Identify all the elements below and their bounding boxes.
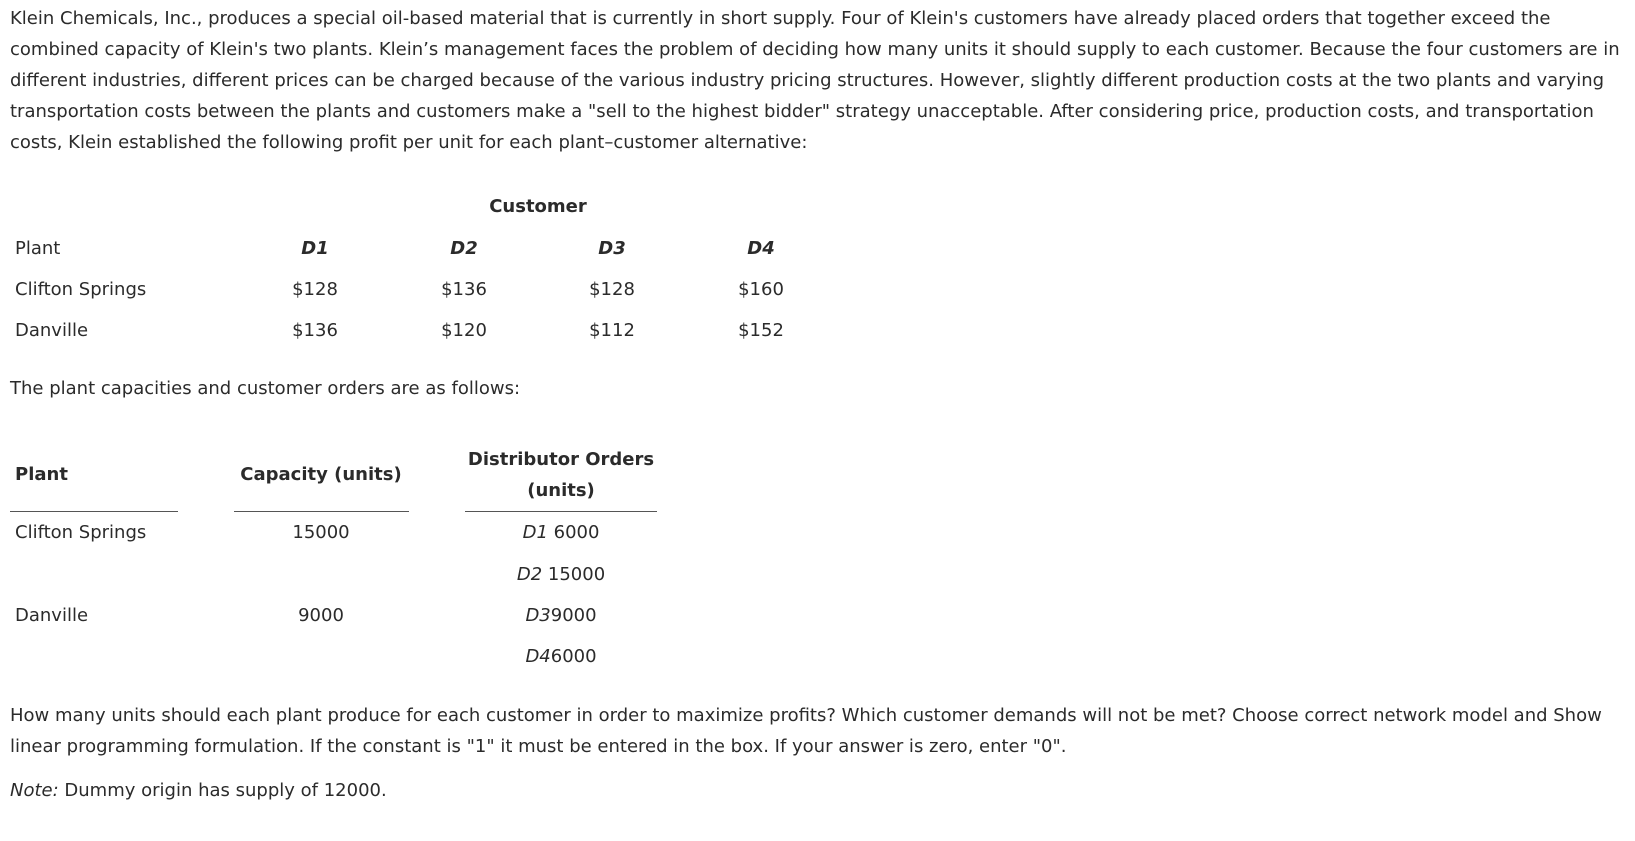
profit-cell: $112	[589, 320, 635, 341]
order-item: D39000	[525, 605, 597, 626]
note	[10, 780, 387, 801]
profit-cell: $160	[738, 279, 784, 300]
header-rule	[10, 511, 178, 512]
header-rule	[234, 511, 409, 512]
profit-col-header-d3: D3	[598, 238, 626, 259]
note-text: Dummy origin has supply of 12000.	[58, 780, 387, 801]
profit-cell: $136	[292, 320, 338, 341]
capacity-plant: Clifton Springs	[15, 522, 147, 543]
profit-cell: $128	[589, 279, 635, 300]
profit-col-header-d2: D2	[450, 238, 478, 259]
capacity-header-capacity: Capacity (units)	[240, 464, 402, 485]
capacity-intro: The plant capacities and customer orders are as follows:	[10, 378, 521, 399]
order-item: D46000	[525, 646, 597, 667]
customer-group-header: Customer	[489, 196, 587, 217]
profit-cell: $128	[292, 279, 338, 300]
profit-row-plant: Clifton Springs	[15, 279, 147, 300]
capacity-header-orders: Distributor Orders	[467, 449, 655, 470]
profit-cell: $120	[441, 320, 487, 341]
capacity-value: 9000	[298, 605, 344, 626]
profit-cell: $152	[738, 320, 784, 341]
profit-row-plant: Danville	[15, 320, 89, 341]
question-paragraph: How many units should each plant produce for each customer in order to maximize profits? Which customer demands will not be met? Choose correct network model and Show linear programming formulation. If the constant is "1" it must be entered in the box. If your answer is zero, enter "0".	[10, 705, 1602, 757]
order-item: D1 6000	[522, 522, 600, 543]
capacity-value: 15000	[292, 522, 350, 543]
profit-row-header: Plant	[15, 238, 61, 259]
note-label: Note:	[10, 780, 59, 801]
profit-cell: $136	[441, 279, 487, 300]
capacity-header-plant: Plant	[15, 464, 68, 485]
header-rule	[465, 511, 657, 512]
capacity-plant: Danville	[15, 605, 89, 626]
order-item: D2 15000	[516, 564, 606, 585]
intro-paragraph: Klein Chemicals, Inc., produces a special oil-based material that is currently in short supply. Four of Klein's customers have already placed orders that together exceed the combined capacity of Klein's two plants. Klein’s management faces the problem of deciding how many units it should supply to each customer. Because the four customers are in different industries, different prices can be charged because of the various industry pricing structures. However, slightly different production costs at the two plants and varying transportation costs between the plants and customers make a "sell to the highest bidder" strategy unacceptable. After considering price, production costs, and transportation costs, Klein established the following profit per unit for each plant–customer alternative:	[10, 8, 1620, 153]
capacity-header-orders-units: (units)	[527, 480, 595, 501]
profit-col-header-d4: D4	[747, 238, 775, 259]
profit-col-header-d1: D1	[301, 238, 329, 259]
